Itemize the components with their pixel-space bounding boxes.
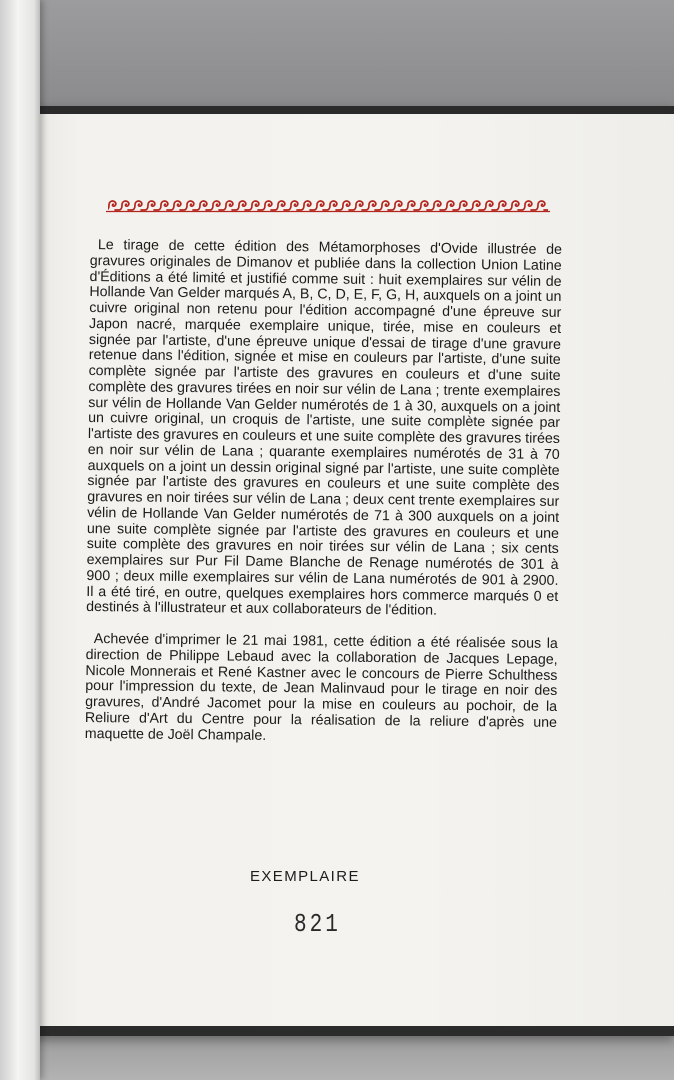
printing-credits-paragraph: Achevée d'imprimer le 21 mai 1981, cette édition a été réalisée sous la direction de Philippe Lebaud avec la collaboration de Jacques Lepage, Nicole Monnerais et René Kastner avec le concours de Pierre Schulthess pour l'impression du texte, de Jean Malinvaud pour le tirage en noir des gravures, d'André Jacomet pour la mise en couleurs au pochoir, de la Reliure d'Art du Centre pour la réalisation de la reliure d'après une maquette de Joël Champale. [84,631,558,744]
left-page-edge [0,0,40,1080]
exemplaire-label: EXEMPLAIRE [250,868,360,885]
background-bottom [0,1030,674,1080]
colophon-text [85,238,562,763]
justification-paragraph: Le tirage de cette édition des Métamorphoses d'Ovide illustrée de gravures originales de Dimanov et publiée dans la collection Union Latine d'Éditions a été limité et justifié comme suit : huit exemplaires sur vélin de Hollande Van Gelder marqués A, B, C, D, E, F, G, H, auxquels on a joint un cuivre original non retenu pour l'édition accompagné d'une épreuve sur Japon nacré, marquée exemplaire unique, tirée, mise en couleurs et signée par l'artiste, d'une épreuve unique d'essai de tirage d'une gravure retenue dans l'édition, signée et mise en couleurs par l'artiste, d'une suite complète signée par l'artiste des gravures en couleurs et d'une suite complète des gravures tirées en noir sur vélin de Lana ; trente exemplaires sur vélin de Hollande Van Gelder numérotés de 1 à 30, auxquels on a joint un cuivre original, un croquis de l'artiste, une suite complète signée par l'artiste des gravures en couleurs et une suite complète des gravures tirées en noir sur vélin de Lana ; quarante exemplaires numérotés de 31 à 70 auxquels on a joint un dessin original signé par l'artiste, une suite complète signée par l'artiste des gravures en couleurs et une suite complète des gravures en noir tirées sur vélin de Lana ; deux cent trente exemplaires sur vélin de Hollande Van Gelder numérotés de 71 à 300 auxquels on a joint une suite complète signée par l'artiste des gravures en couleurs et une suite complète des gravures en noir tirées sur vélin de Lana ; six cents exemplaires sur Pur Fil Dame Blanche de Renage numérotés de 301 à 900 ; deux mille exemplaires sur vélin de Lana numérotés de 901 à 2900. Il a été tiré, en outre, quelques exemplaires hors commerce marqués 0 et destinés à l'illustrateur et aux collaborateurs de l'édition. [86,237,562,619]
background-top [0,0,674,112]
copy-number: 821 [294,911,341,940]
wave-frieze-ornament [106,196,550,214]
